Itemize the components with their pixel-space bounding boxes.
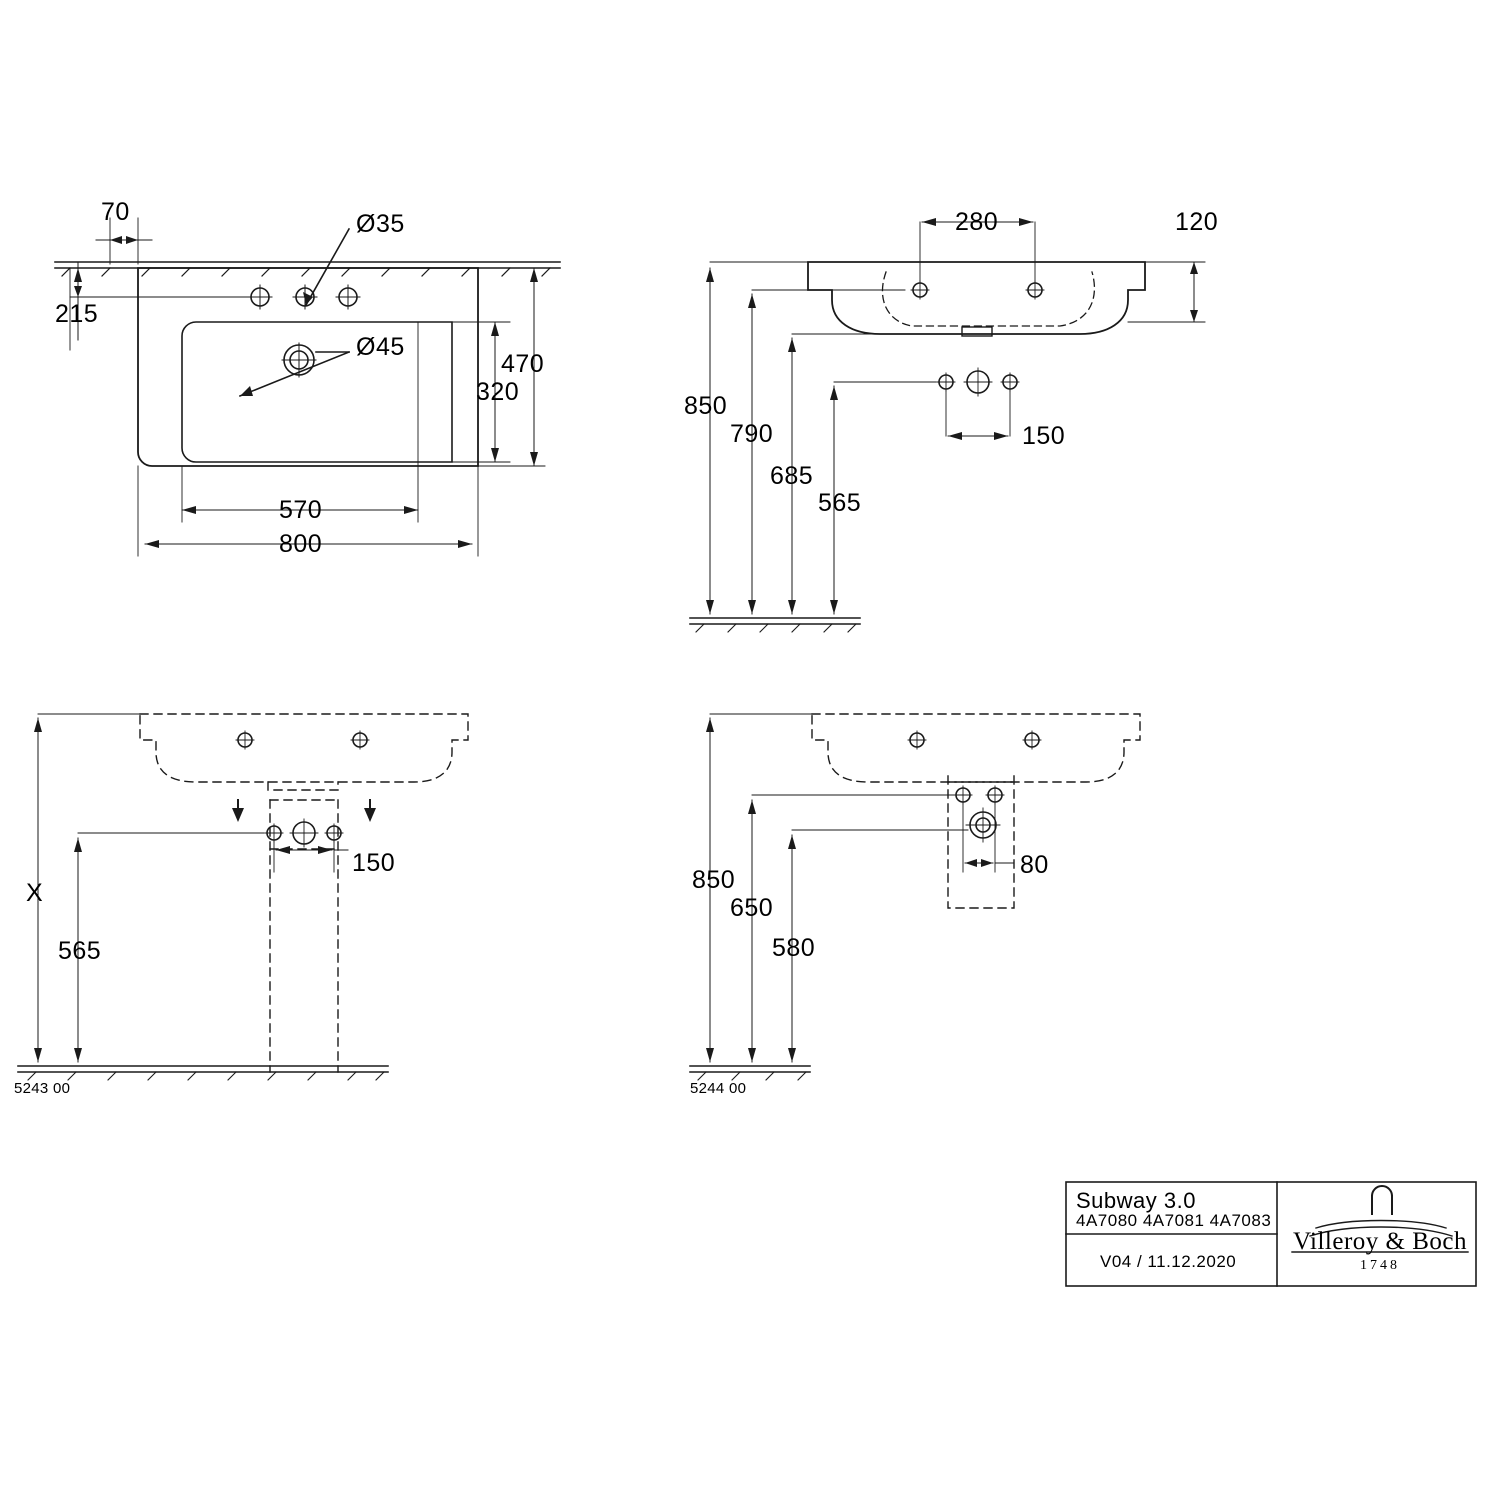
dim-label-dia35: Ø35 xyxy=(356,210,405,238)
dim-label-215: 215 xyxy=(55,300,99,328)
dim-label-x: X xyxy=(26,879,44,907)
view-code-5243: 5243 00 xyxy=(14,1080,71,1097)
view-bottom-left-geometry xyxy=(18,714,468,1080)
dim-label-120: 120 xyxy=(1175,208,1219,236)
brand-name: Villeroy & Boch xyxy=(1292,1228,1468,1255)
dim-label-580: 580 xyxy=(772,934,816,962)
view-code-5244: 5244 00 xyxy=(690,1080,747,1097)
dim-label-685: 685 xyxy=(770,462,814,490)
dim-label-150-left: 150 xyxy=(352,849,396,877)
dim-label-565-right: 565 xyxy=(818,489,862,517)
drawing-version: V04 / 11.12.2020 xyxy=(1100,1252,1237,1271)
dim-label-790: 790 xyxy=(730,420,774,448)
dim-label-850-right: 850 xyxy=(684,392,728,420)
dim-label-80: 80 xyxy=(1020,851,1049,879)
dim-label-dia45: Ø45 xyxy=(356,333,405,361)
dim-label-565-left: 565 xyxy=(58,937,102,965)
dim-label-320: 320 xyxy=(476,378,520,406)
dim-label-570: 570 xyxy=(279,496,323,524)
dim-label-470: 470 xyxy=(501,350,545,378)
dim-label-850-bottom: 850 xyxy=(692,866,736,894)
dim-label-280: 280 xyxy=(955,208,999,236)
dim-label-150-right: 150 xyxy=(1022,422,1066,450)
dim-label-650: 650 xyxy=(730,894,774,922)
brand-year: 1748 xyxy=(1360,1258,1400,1273)
product-name: Subway 3.0 xyxy=(1076,1188,1196,1213)
article-numbers: 4A7080 4A7081 4A7083 xyxy=(1076,1211,1272,1230)
dim-label-800: 800 xyxy=(279,530,323,558)
dim-label-70: 70 xyxy=(101,198,130,226)
brand-logo xyxy=(1292,1228,1468,1274)
